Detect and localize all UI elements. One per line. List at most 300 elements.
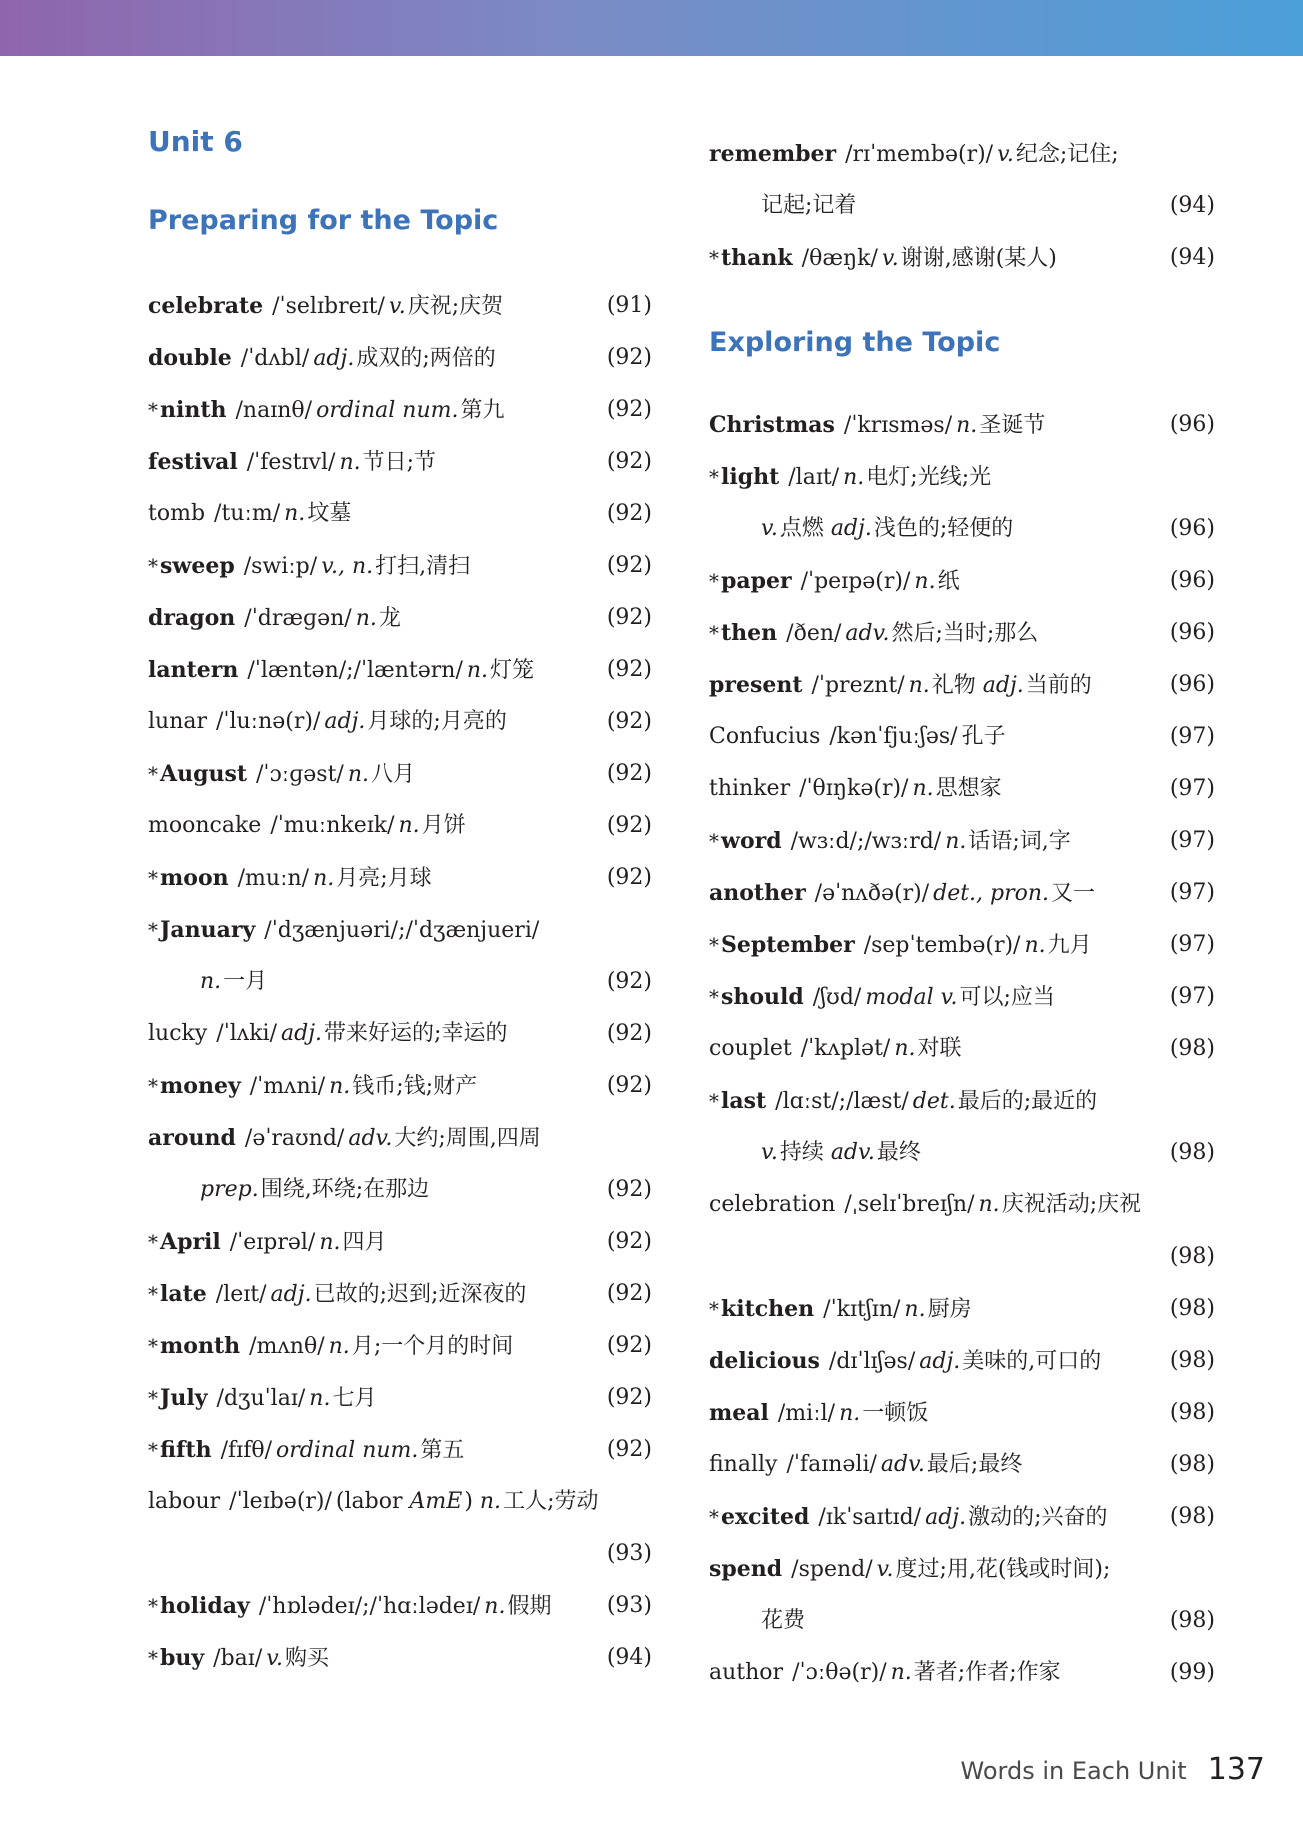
phonetic: /baɪ/ <box>213 1646 263 1671</box>
headword: dragon <box>148 605 236 631</box>
page-reference: (92) <box>606 1073 652 1098</box>
part-of-speech: det., pron. <box>933 881 1050 906</box>
page-reference: (92) <box>606 761 652 786</box>
headword: then <box>721 620 778 646</box>
vocab-entry <box>148 800 652 852</box>
vocab-entry <box>709 1075 1215 1127</box>
vocab-entry <box>148 1268 652 1320</box>
headword: word <box>721 828 782 854</box>
phonetic: /muːn/ <box>237 866 310 891</box>
vocab-entry <box>148 1372 652 1424</box>
core-word-star: * <box>709 1297 719 1321</box>
part-of-speech: n. <box>1024 933 1046 958</box>
phonetic: /ˈpeɪpə(r)/ <box>800 569 911 594</box>
core-word-star: * <box>148 554 158 578</box>
part-of-speech: n. <box>398 813 420 838</box>
definition: 最后的;最近的 <box>957 1089 1098 1114</box>
page-reference: (98) <box>1169 1608 1215 1633</box>
core-word-star: * <box>148 762 158 786</box>
definition: 一月 <box>223 969 268 994</box>
definition: 月;一个月的时间 <box>351 1334 514 1359</box>
core-word-star: * <box>148 1594 158 1618</box>
part-of-speech: adj. <box>830 516 872 541</box>
page-reference: (97) <box>1169 724 1215 749</box>
page-reference: (98) <box>1169 1452 1215 1477</box>
part-of-speech: det. <box>912 1089 956 1114</box>
part-of-speech: adv. <box>845 621 890 646</box>
vocab-entry <box>148 1112 652 1164</box>
page-reference: (92) <box>606 709 652 734</box>
phonetic: /leɪt/ <box>215 1282 267 1307</box>
part-of-speech: prep. <box>200 1177 259 1202</box>
part-of-speech: n. <box>894 1036 916 1061</box>
vocab-entry <box>148 852 652 904</box>
page-reference: (98) <box>1169 1400 1215 1425</box>
definition: 度过;用,花(钱或时间); <box>895 1557 1111 1582</box>
vocab-entry <box>148 1424 652 1476</box>
vocab-entry-page-only <box>148 1528 652 1580</box>
page-reference: (97) <box>1169 776 1215 801</box>
part-of-speech: n. <box>355 606 377 631</box>
definition: 月饼 <box>421 813 466 838</box>
vocab-entry <box>709 232 1215 284</box>
core-word-star: * <box>709 829 719 853</box>
page-reference: (91) <box>606 293 652 318</box>
phonetic: /naɪnθ/ <box>235 398 313 423</box>
vocab-entry <box>709 607 1215 659</box>
definition: 七月 <box>332 1386 377 1411</box>
page-reference: (99) <box>1169 1660 1215 1685</box>
definition: 浅色的;轻便的 <box>873 516 1014 541</box>
page-reference: (92) <box>606 1021 652 1046</box>
headword: late <box>160 1281 207 1307</box>
phonetic: /ˈfestɪvl/ <box>246 450 336 475</box>
definition: 月球的;月亮的 <box>367 709 507 734</box>
headword: should <box>721 984 804 1010</box>
page-reference: (94) <box>606 1645 652 1670</box>
part-of-speech: v. <box>876 1557 894 1582</box>
core-word-star: * <box>148 918 158 942</box>
vocab-entry <box>148 1632 652 1684</box>
vocab-entry <box>709 971 1215 1023</box>
definition: 谢谢,感谢(某人) <box>900 246 1057 271</box>
vocab-entry <box>148 592 652 644</box>
phonetic: /ˈkʌplət/ <box>800 1036 891 1061</box>
page-reference: (98) <box>1169 1504 1215 1529</box>
definition: 九月 <box>1047 933 1092 958</box>
page-reference: (92) <box>606 969 652 994</box>
headword: September <box>721 932 855 958</box>
page-reference: (97) <box>1169 984 1215 1009</box>
definition: 节日;节 <box>362 450 437 475</box>
part-of-speech: v. <box>761 1140 778 1165</box>
page-reference: (92) <box>606 1229 652 1254</box>
headword: thank <box>721 245 793 271</box>
phonetic: /ˈleɪbə(r)/ <box>229 1489 332 1514</box>
definition: 最终 <box>876 1140 921 1165</box>
vocab-entry <box>709 763 1215 815</box>
definition: 工人;劳动 <box>503 1489 599 1514</box>
phonetic: /ʃʊd/ <box>812 985 862 1010</box>
word-list-preparing-continued <box>709 128 1215 284</box>
page-reference: (96) <box>1169 672 1215 697</box>
core-word-star: * <box>709 1089 719 1113</box>
page-number: 137 <box>1207 1752 1265 1787</box>
definition: 点燃 <box>779 516 831 541</box>
part-of-speech: ordinal num. <box>316 398 459 423</box>
part-of-speech: n. <box>479 1489 502 1514</box>
vocab-entry <box>148 1580 652 1632</box>
definition: ) <box>464 1489 480 1514</box>
page-reference: (97) <box>1169 932 1215 957</box>
vocab-entry <box>148 644 652 696</box>
page-reference: (92) <box>606 1437 652 1462</box>
headword: moon <box>160 865 229 891</box>
phonetic: /ˈmʌni/ <box>249 1074 326 1099</box>
part-of-speech: n. <box>466 658 489 683</box>
headword: sweep <box>160 553 235 579</box>
vocab-entry <box>148 1476 652 1528</box>
part-of-speech: adj. <box>919 1349 961 1374</box>
part-of-speech: n. <box>313 866 335 891</box>
part-of-speech: n. <box>309 1386 331 1411</box>
core-word-star: * <box>709 569 719 593</box>
part-of-speech: n. <box>339 450 361 475</box>
headword: around <box>148 1125 236 1151</box>
definition: 坟墓 <box>307 501 352 526</box>
page-reference: (92) <box>606 449 652 474</box>
part-of-speech: adv. <box>880 1452 925 1477</box>
part-of-speech: v. <box>388 294 406 319</box>
definition: 打扫,清扫 <box>375 554 471 579</box>
part-of-speech: v. <box>761 516 778 541</box>
vocab-entry <box>709 451 1215 503</box>
part-of-speech: ordinal num. <box>276 1438 419 1463</box>
definition: 第五 <box>420 1438 465 1463</box>
definition: 最后;最终 <box>926 1452 1023 1477</box>
definition: 当前的 <box>1025 673 1092 698</box>
phonetic: /ˈdʌbl/ <box>240 346 310 371</box>
headword: double <box>148 345 232 371</box>
definition: 已故的;迟到;近深夜的 <box>313 1282 527 1307</box>
definition: 电灯;光线;光 <box>866 465 992 490</box>
definition: 大约;周围,四周 <box>394 1126 541 1151</box>
page-reference: (96) <box>1169 568 1215 593</box>
phonetic: /laɪt/ <box>788 465 840 490</box>
headword: buy <box>160 1645 205 1671</box>
vocab-entry <box>709 1023 1215 1075</box>
headword: January <box>160 917 256 943</box>
definition: 八月 <box>371 762 416 787</box>
part-of-speech: n. <box>912 776 934 801</box>
definition: 激动的;兴奋的 <box>968 1505 1108 1530</box>
header-gradient-bar <box>0 0 1303 56</box>
part-of-speech: adv. <box>348 1126 393 1151</box>
headword: tomb <box>148 501 206 526</box>
definition: 然后;当时;那么 <box>891 621 1039 646</box>
definition: 可以;应当 <box>959 985 1055 1010</box>
phonetic: /kənˈfjuːʃəs/ <box>829 724 958 749</box>
phonetic: /ˈeɪprəl/ <box>229 1230 316 1255</box>
vocab-entry <box>709 1179 1215 1231</box>
part-of-speech: adj. <box>281 1021 323 1046</box>
headword: ninth <box>160 397 227 423</box>
definition: 四月 <box>342 1230 387 1255</box>
headword: spend <box>709 1556 783 1582</box>
headword: thinker <box>709 776 791 801</box>
headword: delicious <box>709 1348 820 1374</box>
part-of-speech: n. <box>843 465 865 490</box>
core-word-star: * <box>709 933 719 957</box>
definition: 记起;记着 <box>761 193 857 218</box>
section-title-preparing: Preparing for the Topic <box>148 205 499 236</box>
vocab-entry <box>709 659 1215 711</box>
definition: 一顿饭 <box>862 1401 929 1426</box>
headword: another <box>709 880 806 906</box>
phonetic: /ˈluːnə(r)/ <box>216 709 321 734</box>
phonetic: /θæŋk/ <box>801 246 878 271</box>
vocab-entry <box>709 1387 1215 1439</box>
page-reference: (96) <box>1169 516 1215 541</box>
headword: last <box>721 1088 767 1114</box>
definition: 礼物 <box>931 673 983 698</box>
definition: 美味的,可口的 <box>962 1349 1102 1374</box>
headword: fifth <box>160 1437 212 1463</box>
headword: lantern <box>148 657 239 683</box>
headword: meal <box>709 1400 769 1426</box>
page-reference: (98) <box>1169 1036 1215 1061</box>
headword: month <box>160 1333 241 1359</box>
core-word-star: * <box>148 1282 158 1306</box>
headword: light <box>721 464 780 490</box>
definition: 孔子 <box>961 724 1006 749</box>
headword: lucky <box>148 1021 208 1046</box>
page-reference: (92) <box>606 1385 652 1410</box>
part-of-speech: n. <box>890 1660 912 1685</box>
vocab-entry <box>148 748 652 800</box>
section-title-exploring: Exploring the Topic <box>709 327 1001 358</box>
part-of-speech: n. <box>484 1594 506 1619</box>
vocab-entry <box>148 1060 652 1112</box>
headword: Christmas <box>709 412 835 438</box>
vocab-entry-continued <box>709 1595 1215 1647</box>
headword: festival <box>148 449 238 475</box>
left-column <box>148 125 652 1684</box>
part-of-speech: n. <box>347 762 370 787</box>
definition: 假期 <box>507 1594 552 1619</box>
definition: 持续 <box>779 1140 831 1165</box>
definition: 庆祝;庆贺 <box>407 294 504 319</box>
part-of-speech: n. <box>328 1334 350 1359</box>
core-word-star: * <box>148 1074 158 1098</box>
phonetic: /ˈdræɡən/ <box>244 606 352 631</box>
headword: August <box>160 761 247 787</box>
part-of-speech: adj. <box>925 1505 967 1530</box>
headword: Confucius <box>709 724 821 749</box>
definition: 钱币;钱;财产 <box>352 1074 478 1099</box>
headword: money <box>160 1073 241 1099</box>
part-of-speech: n. <box>904 1297 926 1322</box>
phonetic: /əˈraʊnd/ <box>244 1126 345 1151</box>
phonetic: /spend/ <box>791 1557 873 1582</box>
headword: celebrate <box>148 293 264 319</box>
phonetic: /lɑːst/;/læst/ <box>775 1089 909 1114</box>
right-column <box>709 128 1215 1699</box>
headword: remember <box>709 141 837 167</box>
headword: lunar <box>148 709 208 734</box>
part-of-speech: n. <box>956 413 978 438</box>
part-of-speech: AmE <box>409 1489 463 1514</box>
page-reference: (98) <box>1169 1296 1215 1321</box>
page-reference: (92) <box>606 865 652 890</box>
page-reference: (94) <box>1169 193 1215 218</box>
phonetic: /ˈɔːθə(r)/ <box>792 1660 887 1685</box>
phonetic: /ˈkrɪsməs/ <box>843 413 953 438</box>
definition: 围绕,环绕;在那边 <box>260 1177 430 1202</box>
vocab-entry-continued <box>148 1164 652 1216</box>
vocab-entry <box>148 1008 652 1060</box>
part-of-speech: modal v. <box>865 985 958 1010</box>
word-list-preparing <box>148 280 652 1684</box>
definition: 成双的;两倍的 <box>356 346 496 371</box>
definition: (labor <box>335 1489 410 1514</box>
definition: 厨房 <box>927 1297 972 1322</box>
headword: author <box>709 1660 784 1685</box>
headword: labour <box>148 1489 221 1514</box>
page-reference: (93) <box>606 1541 652 1566</box>
part-of-speech: n. <box>319 1230 341 1255</box>
page-reference: (96) <box>1169 620 1215 645</box>
core-word-star: * <box>148 1334 158 1358</box>
phonetic: /ˈθɪŋkə(r)/ <box>799 776 909 801</box>
definition: 月亮;月球 <box>336 866 432 891</box>
definition: 对联 <box>917 1036 962 1061</box>
definition: 著者;作者;作家 <box>913 1660 1061 1685</box>
vocab-entry-continued <box>709 1127 1215 1179</box>
phonetic: /ˈlʌki/ <box>216 1021 278 1046</box>
page-reference: (98) <box>1169 1140 1215 1165</box>
headword: April <box>160 1229 221 1255</box>
phonetic: /ˌselɪˈbreɪʃn/ <box>844 1192 975 1217</box>
definition: 又一 <box>1051 881 1096 906</box>
vocab-entry <box>709 1335 1215 1387</box>
part-of-speech: v. <box>266 1646 284 1671</box>
phonetic: /mʌnθ/ <box>249 1334 325 1359</box>
part-of-speech: n. <box>839 1401 861 1426</box>
definition: 购买 <box>285 1646 330 1671</box>
definition: 带来好运的;幸运的 <box>324 1021 508 1046</box>
part-of-speech: adv. <box>830 1140 875 1165</box>
core-word-star: * <box>709 246 719 270</box>
phonetic: /miːl/ <box>777 1401 836 1426</box>
definition: 第九 <box>460 398 505 423</box>
page-reference: (97) <box>1169 880 1215 905</box>
headword: finally <box>709 1452 778 1477</box>
core-word-star: * <box>148 1386 158 1410</box>
page-reference: (92) <box>606 345 652 370</box>
part-of-speech: v. <box>997 142 1014 167</box>
definition: 纸 <box>937 569 960 594</box>
vocab-entry <box>709 1439 1215 1491</box>
core-word-star: * <box>709 621 719 645</box>
phonetic: /ˈfaɪnəli/ <box>786 1452 877 1477</box>
core-word-star: * <box>148 398 158 422</box>
headword: holiday <box>160 1593 250 1619</box>
core-word-star: * <box>709 1505 719 1529</box>
vocab-entry <box>709 711 1215 763</box>
footer-label: Words in Each Unit <box>960 1757 1187 1785</box>
definition: 纪念;记住; <box>1015 142 1119 167</box>
phonetic: /ˈhɒlədeɪ/;/ˈhɑːlədeɪ/ <box>258 1594 481 1619</box>
phonetic: /sepˈtembə(r)/ <box>863 933 1021 958</box>
part-of-speech: n. <box>284 501 306 526</box>
phonetic: /dɪˈlɪʃəs/ <box>828 1349 916 1374</box>
phonetic: /wɜːd/;/wɜːrd/ <box>790 829 942 854</box>
core-word-star: * <box>148 1438 158 1462</box>
core-word-star: * <box>148 1230 158 1254</box>
part-of-speech: adj. <box>324 709 366 734</box>
part-of-speech: adj. <box>982 673 1024 698</box>
part-of-speech: v. <box>881 246 899 271</box>
page-reference: (92) <box>606 1333 652 1358</box>
word-list-exploring <box>709 399 1215 1699</box>
part-of-speech: n. <box>200 969 222 994</box>
headword: couplet <box>709 1036 792 1061</box>
vocab-entry-page-only <box>709 1231 1215 1283</box>
core-word-star: * <box>709 465 719 489</box>
headword: kitchen <box>721 1296 815 1322</box>
core-word-star: * <box>148 866 158 890</box>
part-of-speech: adj. <box>313 346 355 371</box>
phonetic: /əˈnʌðə(r)/ <box>814 881 930 906</box>
headword: celebration <box>709 1192 836 1217</box>
definition: 庆祝活动;庆祝 <box>1001 1192 1142 1217</box>
part-of-speech: n. <box>329 1074 351 1099</box>
vocab-entry <box>709 1543 1215 1595</box>
phonetic: /ðen/ <box>786 621 842 646</box>
definition: 圣诞节 <box>979 413 1046 438</box>
vocab-entry <box>148 540 652 592</box>
vocab-entry <box>709 867 1215 919</box>
headword: present <box>709 672 803 698</box>
definition: 花费 <box>761 1608 806 1633</box>
vocab-entry <box>148 384 652 436</box>
page-footer <box>961 1752 1265 1787</box>
phonetic: /ˈlæntən/;/ˈlæntərn/ <box>247 658 463 683</box>
phonetic: /ˈdʒænjuəri/;/ˈdʒænjueri/ <box>264 918 540 943</box>
part-of-speech: v., n. <box>321 554 374 579</box>
unit-title: Unit 6 <box>148 125 243 158</box>
part-of-speech: n. <box>978 1192 1000 1217</box>
part-of-speech: n. <box>914 569 936 594</box>
vocab-entry <box>148 332 652 384</box>
phonetic: /ˈkɪtʃɪn/ <box>823 1297 901 1322</box>
vocab-entry <box>709 555 1215 607</box>
vocab-entry <box>148 280 652 332</box>
vocab-entry <box>148 1216 652 1268</box>
definition: 灯笼 <box>490 658 535 683</box>
phonetic: /ˈselɪbreɪt/ <box>272 294 385 319</box>
page-reference: (92) <box>606 1281 652 1306</box>
part-of-speech: n. <box>945 829 967 854</box>
core-word-star: * <box>148 1646 158 1670</box>
vocab-entry <box>148 904 652 956</box>
page-reference: (94) <box>1169 245 1215 270</box>
vocab-entry <box>148 436 652 488</box>
vocab-entry <box>709 1283 1215 1335</box>
vocab-entry-continued <box>709 503 1215 555</box>
part-of-speech: adj. <box>270 1282 312 1307</box>
